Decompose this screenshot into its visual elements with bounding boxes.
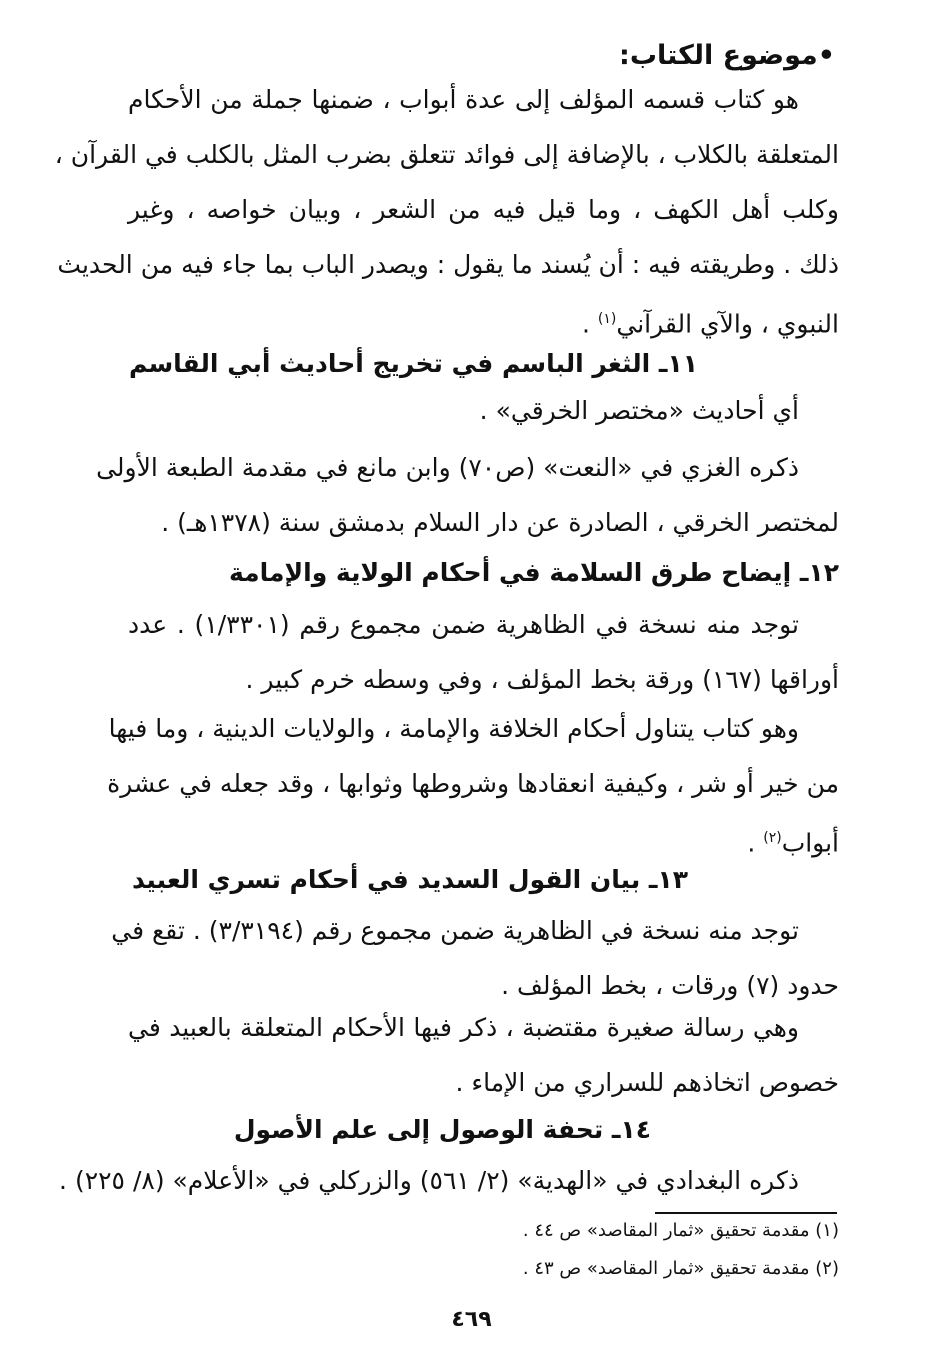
heading-11: ١١ـ الثغر الباسم في تخريج أحاديث أبي القاسم: [128, 349, 698, 378]
heading-14: ١٤ـ تحفة الوصول إلى علم الأصول: [233, 1115, 651, 1144]
text-line: وهي رسالة صغيرة مقتضبة ، ذكر فيها الأحكام المتعلقة بالعبيد في: [128, 1013, 799, 1042]
section-title: •موضوع الكتاب:: [619, 40, 835, 71]
footnote: (١) مقدمة تحقيق «ثمار المقاصد» ص ٤٤ .: [522, 1220, 839, 1241]
paragraph-13b: [128, 1000, 839, 1110]
text-line: توجد منه نسخة في الظاهرية ضمن مجموع رقم (١/٣٣٠١) . عدد: [128, 610, 799, 639]
text-line-part: أبواب: [781, 828, 839, 858]
text-line: توجد منه نسخة في الظاهرية ضمن مجموع رقم (٣/٣١٩٤) . تقع في: [111, 916, 799, 945]
text-line: ذكره الغزي في «النعت» (ص٧٠) وابن مانع في مقدمة الطبعة الأولى: [96, 453, 799, 482]
text-line: خصوص اتخاذهم للسراري من الإماء .: [455, 1068, 839, 1097]
text-line: ذلك . وطريقته فيه : أن يُسند ما يقول : ويصدر الباب بما جاء فيه من الحديث: [57, 250, 839, 279]
text-line: المتعلقة بالكلاب ، بالإضافة إلى فوائد تتعلق بضرب المثل بالكلب في القرآن ،: [54, 140, 839, 169]
text-line-end: .: [747, 828, 764, 858]
text-line-part: النبوي ، والآي القرآني: [616, 309, 839, 339]
paragraph-11b: [96, 440, 839, 550]
text-line: [128, 292, 839, 351]
text-line: وهو كتاب يتناول أحكام الخلافة والإمامة ، والولايات الدينية ، وما فيها: [108, 714, 799, 743]
page-number: ٤٦٩: [451, 1307, 492, 1332]
text-line: هو كتاب قسمه المؤلف إلى عدة أبواب ، ضمنها جملة من الأحكام: [128, 85, 799, 114]
text-line: حدود (٧) ورقات ، بخط المؤلف .: [501, 971, 839, 1000]
heading-13: ١٣ـ بيان القول السديد في أحكام تسري العبيد: [131, 865, 688, 894]
footnote: (٢) مقدمة تحقيق «ثمار المقاصد» ص ٤٣ .: [522, 1258, 839, 1279]
paragraph-14: [59, 1153, 839, 1208]
text-line: ذكره البغدادي في «الهدية» (٢/ ٥٦١) والزركلي في «الأعلام» (٨/ ٢٢٥) .: [59, 1166, 799, 1195]
heading-12: ١٢ـ إيضاح طرق السلامة في أحكام الولاية والإمامة: [229, 558, 839, 587]
text-line-end: .: [581, 309, 598, 339]
paragraph-13a: [111, 903, 839, 1013]
paragraph-12b: [107, 701, 839, 870]
footnote-ref: (٢): [763, 830, 782, 846]
paragraph-12a: [128, 597, 839, 707]
text-line: [128, 811, 839, 870]
text-line: وكلب أهل الكهف ، وما قيل فيه من الشعر ، وبيان خواصه ، وغير: [128, 195, 839, 224]
paragraph-11a: [128, 383, 839, 438]
footnote-ref: (١): [597, 311, 617, 327]
footnote-separator: [655, 1212, 837, 1214]
text-line: أي أحاديث «مختصر الخرقي» .: [479, 396, 799, 425]
text-line: لمختصر الخرقي ، الصادرة عن دار السلام بدمشق سنة (١٣٧٨هـ) .: [161, 508, 839, 537]
text-line: من خير أو شر ، وكيفية انعقادها وشروطها وثوابها ، وقد جعله في عشرة: [107, 769, 839, 798]
text-line: أوراقها (١٦٧) ورقة بخط المؤلف ، وفي وسطه خرم كبير .: [245, 665, 839, 694]
intro-paragraph: [54, 72, 839, 351]
